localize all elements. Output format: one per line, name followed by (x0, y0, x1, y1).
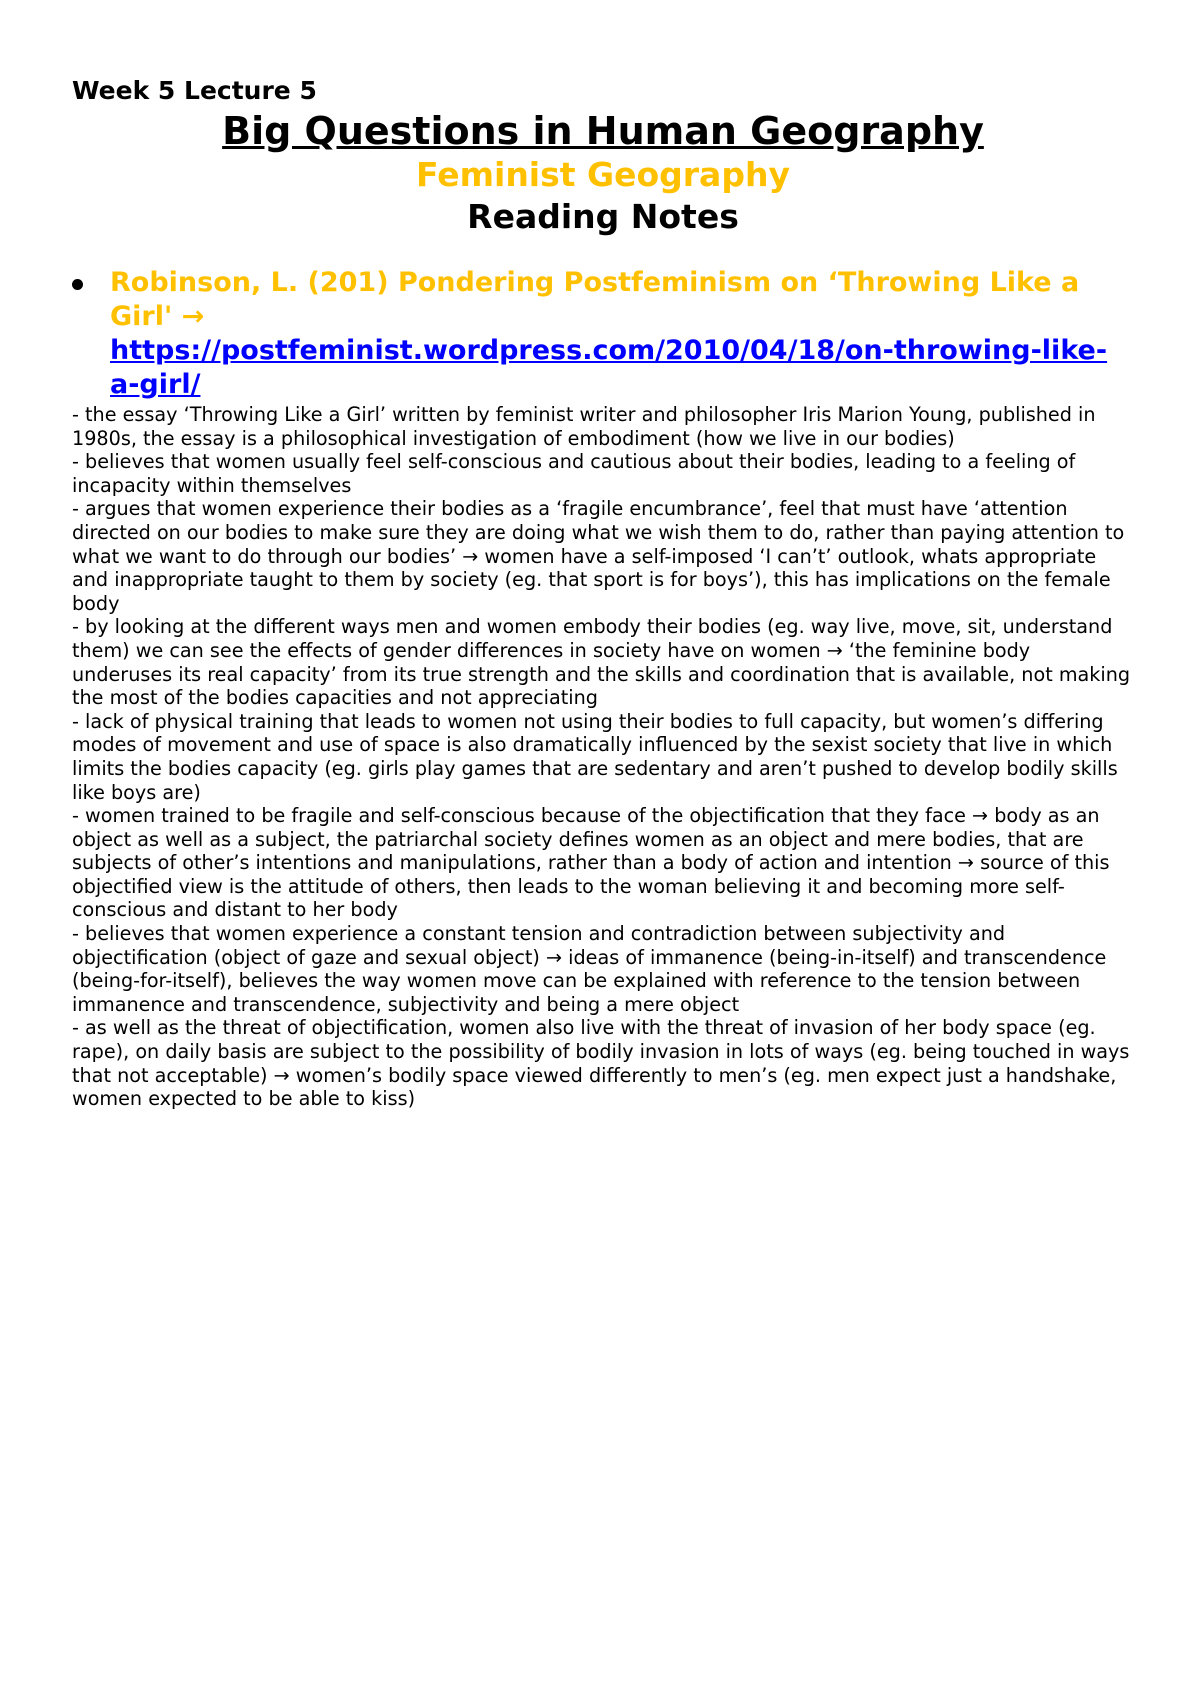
note-item: - argues that women experience their bodies as a ‘fragile encumbrance’, feel that must have ‘attention directed on our bodies to make sure they are doing what we wish them to do, rather than paying attention to what we want to do through our bodies’ → women have a self-imposed ‘I can’t’ outlook, whats appropriate and inappropriate taught to them by society (eg. that sport is for boys’), this has implications on the female body (72, 497, 1125, 615)
note-item: - believes that women usually feel self-conscious and cautious about their bodies, leading to a feeling of incapacity within themselves (72, 450, 1076, 497)
note-item: - the essay ‘Throwing Like a Girl’ written by feminist writer and philosopher Iris Marion Young, published in 1980s, the essay is a philosophical investigation of embodiment (how we live in our bodies) (72, 403, 1096, 450)
reference-item (72, 266, 1134, 402)
note-item: - by looking at the different ways men and women embody their bodies (eg. way live, move, sit, understand them) we can see the effects of gender differences in society have on women → ‘the feminine body underuses its real capacity’ from its true strength and the skills and coordination that is available, not making the most of the bodies capacities and not appreciating (72, 615, 1131, 710)
note-item: - lack of physical training that leads to women not using their bodies to full capacity, but women’s differing modes of movement and use of space is also dramatically influenced by the sexist society that live in which limits the bodies capacity (eg. girls play games that are sedentary and aren’t pushed to develop bodily skills like boys are) (72, 709, 1118, 804)
reference-link[interactable]: https://postfeminist.wordpress.com/2010/04/18/on-throwing-like-a-girl/ (110, 335, 1108, 400)
note-item: - as well as the threat of objectification, women also live with the threat of invasion of her body space (eg. rape), on daily basis are subject to the possibility of bodily invasion in lots of ways (eg. being touched in ways that not acceptable) → women’s bodily space viewed differently to men’s (eg. men expect just a handshake, women expected to be able to kiss) (72, 1016, 1130, 1111)
week-label: Week 5 Lecture 5 (72, 76, 317, 105)
note-item: - believes that women experience a constant tension and contradiction between subjectivity and objectification (object of gaze and sexual object) → ideas of immanence (being-in-itself) and transcendence (being-for-itself), believes the way women move can be explained with reference to the tension between immanence and transcendence, subjectivity and being a mere object (72, 922, 1107, 1016)
note-item: - women trained to be fragile and self-conscious because of the objectification that they face → body as an object as well as a subject, the patriarchal society defines women as an object and mere bodies, that are subjects of other’s intentions and manipulations, rather than a body of action and intention → source of this objectified view is the attitude of others, then leads to the woman believing it and becoming more self-conscious and distant to her body (72, 804, 1110, 922)
topic-heading: Feminist Geography (416, 155, 790, 194)
course-title: Big Questions in Human Geography (222, 109, 984, 153)
bullet-icon (72, 279, 83, 290)
reference-citation: Robinson, L. (201) Pondering Postfeminism on ‘Throwing Like a Girl' → (110, 267, 1080, 332)
section-heading: Reading Notes (467, 197, 739, 236)
notes-list (72, 403, 1134, 1111)
